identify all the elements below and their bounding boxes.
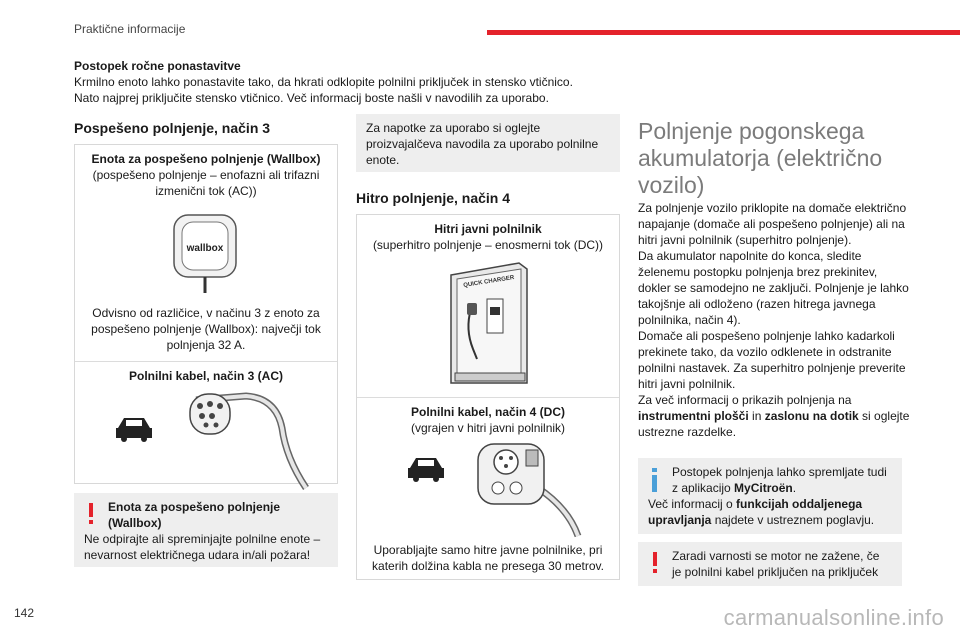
mode3-cable-title: Polnilni kabel, način 3 (AC) — [128, 369, 284, 383]
charging-para-1: Za polnjenje vozilo priklopite na domače električno napajanje (domače ali pospešeno polnjenje) ali na hitri javni polnilnik (superhitro polnjenje). — [638, 201, 907, 247]
engine-safety-warning — [638, 542, 902, 586]
app-info-line-1: Postopek polnjenja lahko spremljate tudi z aplikacijo MyCitroën. — [672, 465, 887, 495]
fast-charger-section — [357, 215, 619, 389]
mode4-cable-illustration — [368, 438, 608, 538]
wallbox-warning-title-1: Enota za pospešeno polnjenje — [108, 500, 281, 514]
manual-reset-line-2: Nato najprej priključite stensko vtičnico. Več informacij boste našli v navodilih za uporabo. — [74, 91, 549, 105]
fast-charger-subtitle: (superhitro polnjenje – enosmerni tok (DC)) — [372, 238, 604, 252]
mode4-cable-title: Polnilni kabel, način 4 (DC) — [410, 405, 566, 419]
warning-icon — [88, 503, 94, 525]
mode3-cable-section — [75, 362, 337, 498]
engine-safety-warning-text: Zaradi varnosti se motor ne zažene, če je polnilni kabel priključen na priključek — [672, 549, 880, 579]
manufacturer-note: Za napotke za uporabo si oglejte proizvajalčeva navodila za uporabo polnilne enote. — [356, 114, 620, 172]
mode4-card — [356, 214, 620, 580]
mode4-cable-subtitle: (vgrajen v hitri javni polnilnik) — [410, 421, 566, 435]
fast-charger-illustration — [443, 259, 533, 389]
wallbox-subtitle: (pospešeno polnjenje – enofazni ali trifazni izmenični tok (AC)) — [92, 168, 320, 198]
warning-icon — [652, 552, 658, 574]
type2-plug-icon — [190, 394, 306, 488]
wallbox-warning-text: Ne odpirajte ali spreminjajte polnilne enote – nevarnost električnega udara in/ali požara! — [84, 532, 321, 562]
page-number: 142 — [14, 606, 35, 620]
mode3-cable-illustration — [86, 388, 326, 498]
charging-para-2: Da akumulator napolnite do konca, sledite želenemu postopku polnjenja brez prekinitev, dokler se samodejno ne zaključi. Polnjenje je lahko takojšnje ali odloženo (razen hitrega javnega polnilnika, način 4). — [638, 249, 909, 327]
car-icon — [116, 418, 152, 442]
manual-reset-line-1: Krmilno enoto lahko ponastavite tako, da hkrati odklopite polnilni priključek in stensko vtičnico. — [74, 75, 573, 89]
charging-body-text — [638, 200, 910, 440]
wallbox-section — [75, 145, 337, 353]
header-accent-bar — [487, 30, 960, 35]
section-title: Polnjenje pogonskega akumulatorja (električno vozilo) — [638, 118, 883, 198]
wallbox-illustration — [166, 213, 246, 295]
mode4-cable-section — [357, 398, 619, 574]
mode3-card — [74, 144, 338, 484]
ccs-plug-icon — [478, 444, 578, 536]
header-title: Praktične informacije — [74, 22, 186, 36]
manual-reset-heading: Postopek ročne ponastavitve — [74, 59, 241, 73]
manual-reset-section — [74, 58, 634, 106]
wallbox-caption: Odvisno od različice, v načinu 3 z enoto za pospešeno polnjenje (Wallbox): največji tok polnjenja 32 A. — [91, 306, 321, 352]
app-info-line-2: Več informacij o funkcijah oddaljenega upravljanja najdete v ustreznem poglavju. — [648, 497, 875, 527]
mode4-cable-caption: Uporabljajte samo hitre javne polnilnike, pri katerih dolžina kabla ne presega 30 metrov. — [372, 543, 604, 573]
wallbox-logo: wallbox — [186, 243, 224, 254]
quick-charger-label: QUICK CHARGER — [463, 275, 515, 289]
car-icon — [408, 458, 444, 482]
mode4-heading: Hitro polnjenje, način 4 — [356, 190, 511, 206]
mode3-heading: Pospešeno polnjenje, način 3 — [74, 120, 271, 136]
charging-para-4: Za več informacij o prikazih polnjenja na instrumentni plošči in zaslonu na dotik si oglejte ustrezne razdelke. — [638, 393, 910, 439]
wallbox-warning — [74, 493, 338, 567]
app-info-note — [638, 458, 902, 534]
fast-charger-title: Hitri javni polnilnik — [434, 222, 542, 236]
wallbox-title: Enota za pospešeno polnjenje (Wallbox) — [91, 152, 321, 166]
wallbox-warning-title-2: (Wallbox) — [108, 516, 162, 530]
info-icon — [652, 468, 657, 492]
watermark: carmanualsonline.info — [723, 605, 944, 630]
charging-para-3: Domače ali pospešeno polnjenje lahko kadarkoli prekinete tako, da vozilo odklenete in odstranite polnilni nastavek. Za superhitro polnjenje preverite hitri javni polnilnik. — [638, 329, 906, 391]
